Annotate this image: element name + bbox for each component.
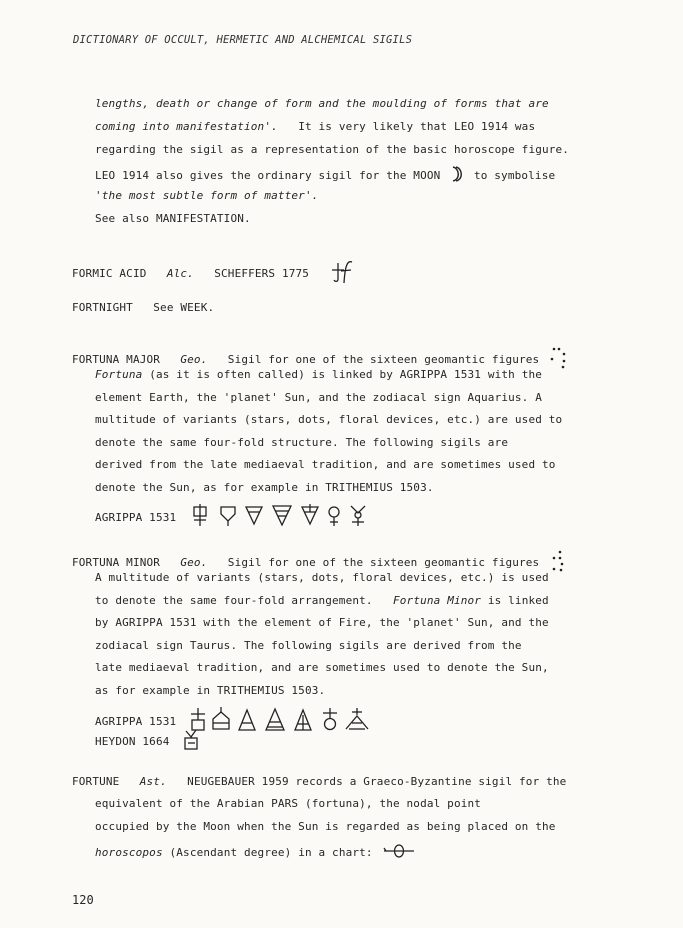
fortuna-minor-line-4: by AGRIPPA 1531 with the element of Fire, the 'planet' Sun, and the [95, 616, 549, 629]
fortuna-minor-sigil-variants-icon [189, 707, 399, 737]
fortuna-minor-heydon-row [95, 729, 200, 755]
entry-term: FORTUNA MINOR [72, 556, 161, 569]
entry-term: FORTNIGHT [72, 301, 133, 314]
fortuna-minor-line-6: late mediaeval tradition, and are sometimes used to denote the Sun, [95, 661, 549, 674]
body-text: Sigil for one of the sixteen geomantic figures [227, 353, 540, 366]
source-label: AGRIPPA 1531 [95, 715, 177, 728]
fortune-line-4 [95, 843, 415, 863]
body-text: to denote the same four-fold arrangement. [95, 594, 373, 607]
see-also-manifestation: See also MANIFESTATION. [95, 212, 251, 225]
fortuna-minor-line-5: zodiacal sign Taurus. The following sigils are derived from the [95, 639, 522, 652]
fortuna-minor-line-2: A multitude of variants (stars, dots, floral devices, etc.) is used [95, 571, 549, 584]
entry-reference: SCHEFFERS 1775 [214, 267, 310, 280]
entry-tag: Alc. [166, 267, 194, 280]
italic-term: Fortuna Minor [393, 594, 482, 607]
source-label: HEYDON 1664 [95, 735, 170, 748]
fortuna-major-line-3: element Earth, the 'planet' Sun, and the zodiacal sign Aquarius. A [95, 391, 542, 404]
body-text: (Ascendant degree) in a chart: [169, 846, 373, 859]
entry-formic-acid [72, 259, 356, 289]
fortune-sigil-icon [383, 843, 415, 863]
manifestation-line-3: regarding the sigil as a representation of the basic horoscope figure. [95, 143, 570, 156]
running-head: DICTIONARY OF OCCULT, HERMETIC AND ALCHEMICAL SIGILS [73, 34, 413, 46]
body-text: It is very likely that LEO 1914 was [298, 120, 536, 133]
manifestation-line-4 [95, 166, 555, 186]
entry-term: FORTUNE [72, 775, 120, 788]
fortuna-major-line-4: multitude of variants (stars, dots, floral devices, etc.) are used to [95, 413, 563, 426]
italic-term: horoscopos [95, 846, 163, 859]
see-reference: See WEEK. [153, 301, 215, 314]
fortune-line-2: equivalent of the Arabian PARS (fortuna), the nodal point [95, 797, 482, 810]
entry-term: FORTUNA MAJOR [72, 353, 161, 366]
fortuna-minor-geomantic-figure-icon [546, 549, 568, 577]
fortuna-major-geomantic-figure-icon [546, 346, 568, 374]
fortuna-major-line-6: derived from the late mediaeval tradition, and are sometimes used to [95, 458, 556, 471]
body-text: LEO 1914 also gives the ordinary sigil for the MOON [95, 169, 441, 182]
quoted-text: coming into manifestation'. [95, 120, 278, 133]
fortuna-major-agrippa-row [95, 504, 421, 532]
heydon-sigil-icon [182, 729, 200, 755]
fortuna-minor-line-3 [95, 594, 549, 608]
body-text: is linked [487, 594, 549, 607]
manifestation-line-1: lengths, death or change of form and the moulding of forms that are [95, 97, 549, 110]
fortuna-major-line-2 [95, 368, 542, 382]
entry-fortnight [72, 301, 214, 315]
source-label: AGRIPPA 1531 [95, 511, 177, 524]
italic-term: Fortuna [95, 368, 143, 381]
body-text: (as it is often called) is linked by AGRIPPA 1531 with the [149, 368, 543, 381]
fortune-line-3: occupied by the Moon when the Sun is regarded as being placed on the [95, 820, 556, 833]
entry-fortune [72, 775, 566, 789]
page-number: 120 [72, 893, 94, 907]
moon-sigil-icon [447, 166, 467, 186]
fortuna-minor-line-7: as for example in TRITHEMIUS 1503. [95, 684, 326, 697]
entry-tag: Geo. [180, 353, 208, 366]
body-text: Sigil for one of the sixteen geomantic figures [227, 556, 540, 569]
fortuna-major-sigil-variants-icon [191, 504, 421, 532]
entry-tag: Ast. [139, 775, 167, 788]
body-text: NEUGEBAUER 1959 records a Graeco-Byzantine sigil for the [187, 775, 567, 788]
fortuna-major-line-7: denote the Sun, as for example in TRITHEMIUS 1503. [95, 481, 434, 494]
entry-term: FORMIC ACID [72, 267, 147, 280]
formic-acid-sigil-icon [330, 259, 356, 289]
fortuna-major-line-5: denote the same four-fold structure. The following sigils are [95, 436, 509, 449]
entry-tag: Geo. [180, 556, 208, 569]
manifestation-line-5: 'the most subtle form of matter'. [95, 189, 319, 202]
body-text: to symbolise [473, 169, 556, 182]
manifestation-line-2 [95, 120, 535, 134]
